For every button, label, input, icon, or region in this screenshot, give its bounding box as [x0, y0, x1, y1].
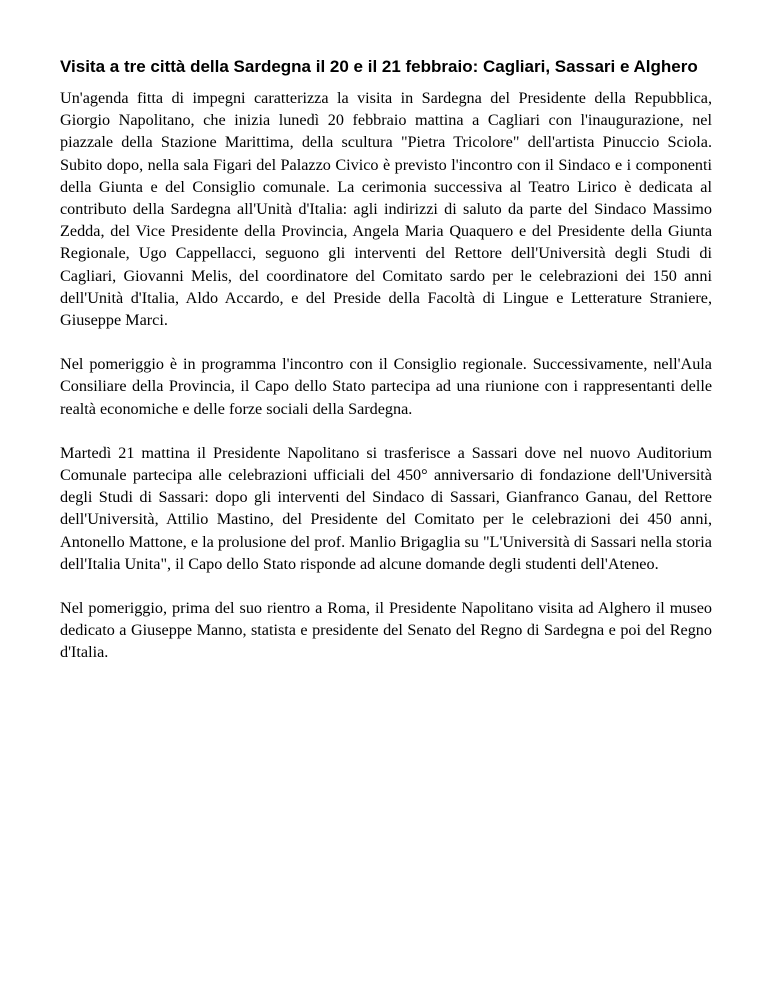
paragraph-cagliari: Un'agenda fitta di impegni caratterizza la visita in Sardegna del Presidente della Repubblica, Giorgio Napolitano, che inizia lunedì 20 febbraio mattina a Cagliari con l'inaugurazione, nel piazzale della Stazione Marittima, della scultura "Pietra Tricolore" dell'artista Pinuccio Sciola. Subito dopo, nella sala Figari del Palazzo Civico è previsto l'incontro con il Sindaco e i componenti della Giunta e del Consiglio comunale. La cerimonia successiva al Teatro Lirico è dedicata al contributo della Sardegna all'Unità d'Italia: agli indirizzi di saluto da parte del Sindaco Massimo Zedda, del Vice Presidente della Provincia, Angela Maria Quaquero e del Presidente della Giunta Regionale, Ugo Cappellacci, seguono gli interventi del Rettore dell'Università degli Studi di Cagliari, Giovanni Melis, del coordinatore del Comitato sardo per le celebrazioni dei 150 anni dell'Unità d'Italia, Aldo Accardo, e del Preside della Facoltà di Lingue e Letterature Straniere, Giuseppe Marci. — [60, 89, 712, 330]
paragraph-sassari: Martedì 21 mattina il Presidente Napolitano si trasferisce a Sassari dove nel nuovo Auditorium Comunale partecipa alle celebrazioni ufficiali del 450° anniversario di fondazione dell'Università degli Studi di Sassari: dopo gli interventi del Sindaco di Sassari, Gianfranco Ganau, del Rettore dell'Università, Attilio Mastino, del Presidente del Comitato per le celebrazioni dei 450 anni, Antonello Mattone, e la prolusione del prof. Manlio Brigaglia su "L'Università di Sassari nella storia dell'Italia Unita", il Capo dello Stato risponde ad alcune domande degli studenti dell'Ateneo. — [60, 443, 712, 573]
paragraph-alghero: Nel pomeriggio, prima del suo rientro a Roma, il Presidente Napolitano visita ad Alghero il museo dedicato a Giuseppe Manno, statista e presidente del Senato del Regno di Sardegna e poi del Regno d'Italia. — [60, 599, 712, 662]
paragraph-afternoon-day1: Nel pomeriggio è in programma l'incontro con il Consiglio regionale. Successivamente, nell'Aula Consiliare della Provincia, il Capo dello Stato partecipa ad una riunione con i rappresentanti delle realtà economiche e delle forze sociali della Sardegna. — [60, 355, 712, 418]
document-page — [60, 56, 712, 686]
document-title: Visita a tre città della Sardegna il 20 e il 21 febbraio: Cagliari, Sassari e Alghero — [60, 57, 698, 76]
